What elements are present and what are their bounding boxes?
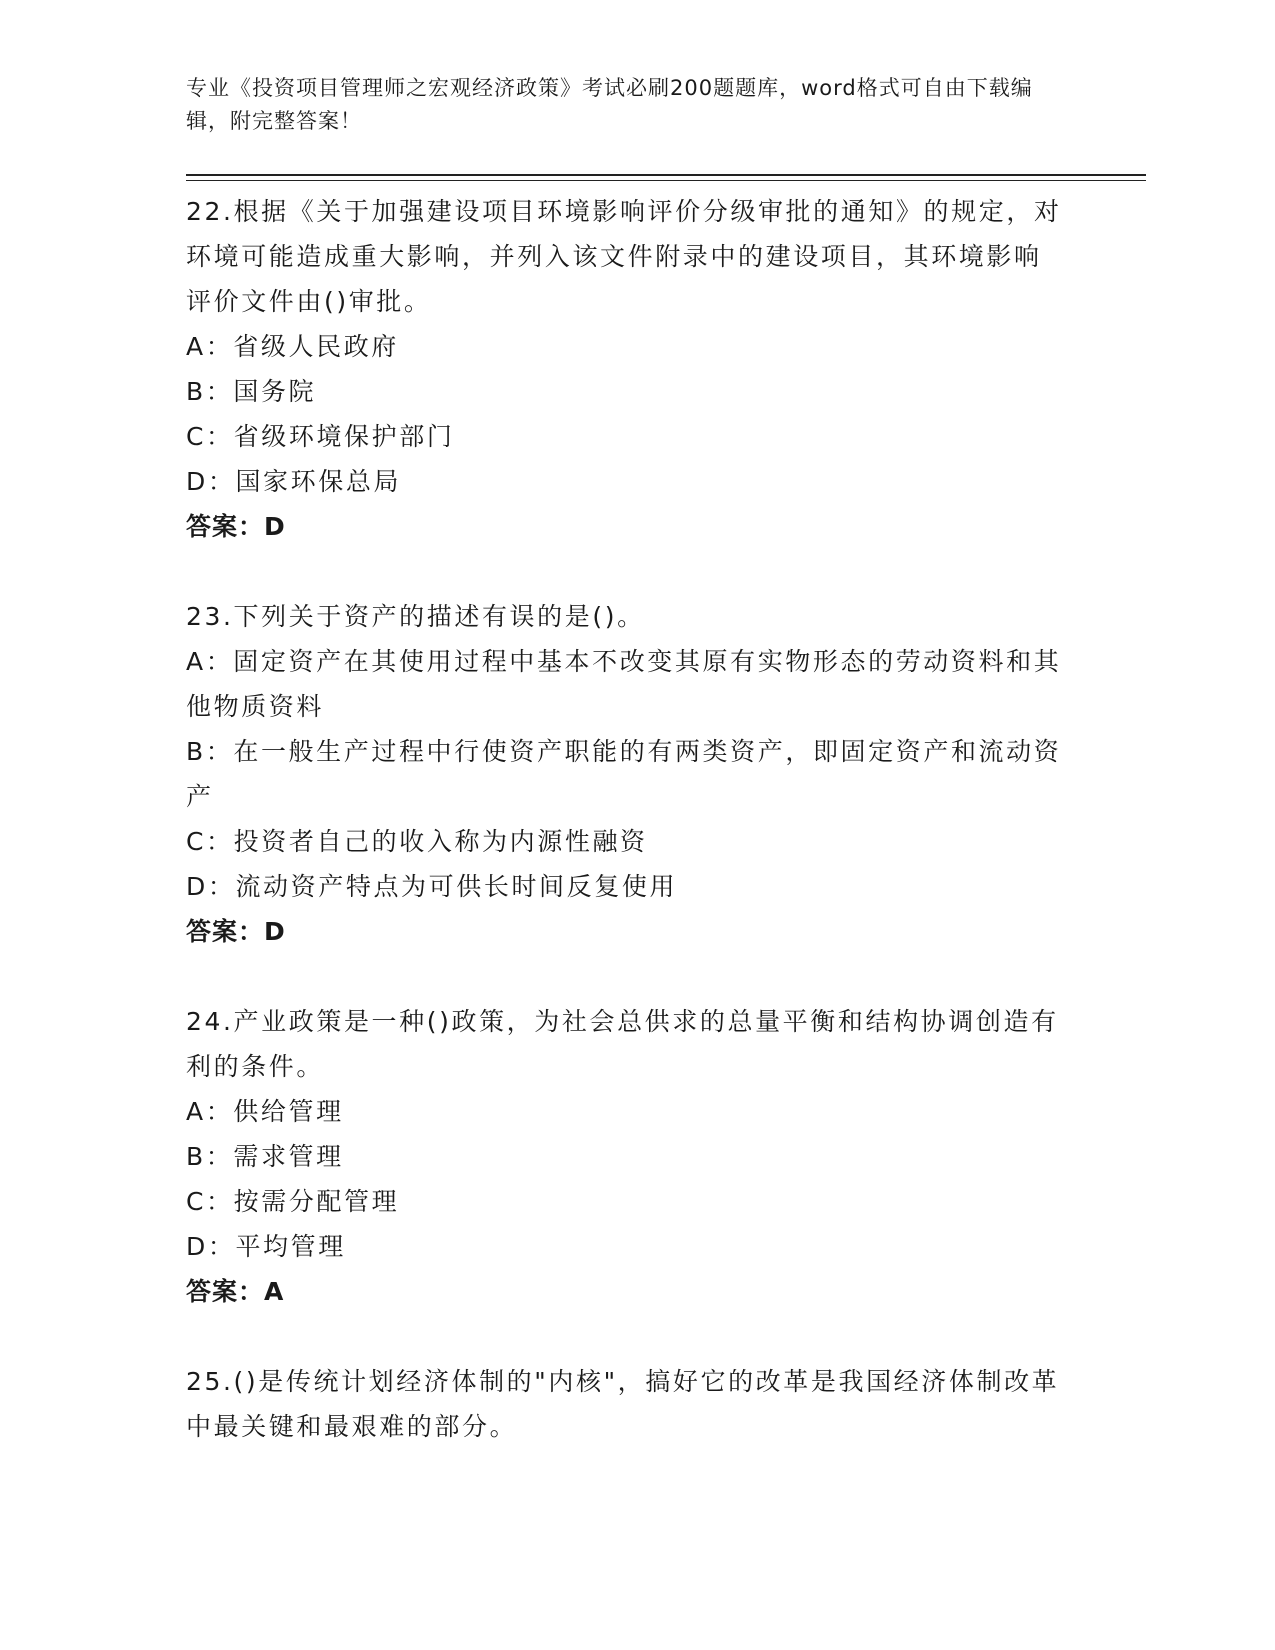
- question-24: [186, 999, 1066, 1314]
- header-divider-thick: [186, 174, 1146, 176]
- header-divider-thin: [186, 180, 1146, 181]
- option-d: D：国家环保总局: [186, 467, 402, 496]
- option-a: A：供给管理: [186, 1097, 344, 1126]
- question-text: 22.根据《关于加强建设项目环境影响评价分级审批的通知》的规定，对环境可能造成重大影响，并列入该文件附录中的建设项目，其环境影响评价文件由()审批。: [186, 197, 1062, 316]
- option-d: D：流动资产特点为可供长时间反复使用: [186, 872, 678, 901]
- option-c: C：按需分配管理: [186, 1187, 400, 1216]
- answer: 答案：A: [186, 1277, 285, 1306]
- option-a: A：固定资产在其使用过程中基本不改变其原有实物形态的劳动资料和其他物质资料: [186, 647, 1062, 721]
- option-b: B：国务院: [186, 377, 317, 406]
- question-text: 23.下列关于资产的描述有误的是()。: [186, 602, 645, 631]
- question-23: [186, 594, 1066, 954]
- option-b: B：需求管理: [186, 1142, 344, 1171]
- question-22: [186, 189, 1066, 549]
- answer: 答案：D: [186, 512, 286, 541]
- option-c: C：省级环境保护部门: [186, 422, 455, 451]
- question-text: 24.产业政策是一种()政策，为社会总供求的总量平衡和结构协调创造有利的条件。: [186, 1007, 1059, 1081]
- option-d: D：平均管理: [186, 1232, 346, 1261]
- document-header: 专业《投资项目管理师之宏观经济政策》考试必刷200题题库，word格式可自由下载编辑，附完整答案！: [186, 76, 1033, 133]
- question-25: [186, 1359, 1066, 1449]
- option-c: C：投资者自己的收入称为内源性融资: [186, 827, 648, 856]
- question-text: 25.()是传统计划经济体制的"内核"，搞好它的改革是我国经济体制改革中最关键和最艰难的部分。: [186, 1367, 1060, 1441]
- answer: 答案：D: [186, 917, 286, 946]
- option-a: A：省级人民政府: [186, 332, 399, 361]
- question-list: [186, 189, 1066, 1494]
- option-b: B：在一般生产过程中行使资产职能的有两类资产，即固定资产和流动资产: [186, 737, 1062, 811]
